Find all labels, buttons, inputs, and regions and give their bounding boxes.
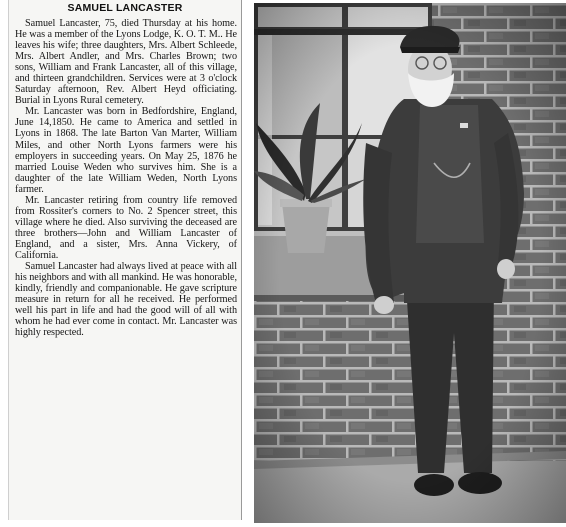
obituary-clipping <box>8 0 242 520</box>
portrait-photo <box>254 3 566 523</box>
obituary-paragraph-4: Samuel Lancaster had always lived at peace with all his neighbors and with all mankind. He was honorable, kindly, friendly and companionable. He gave scripture measure in return for all he received. He performed well his part in life and had the good will of all with whom he had ever come in contact. Mr. Lancaster was highly respected. <box>15 261 237 339</box>
obituary-title: SAMUEL LANCASTER <box>67 2 183 14</box>
obituary-paragraph-1: Samuel Lancaster, 75, died Thursday at his home. He was a member of the Lyons Lodge, K. O. T. M.. He leaves his wife; three daughters, Mrs. Albert Schleede, Mrs. Albert Andler, and Mrs. Charles Brown; two sons, William and Frank Lancaster, all of this village, and thirteen grandchildren. Services were at 3 o'clock Saturday afternoon, Rev. Albert Heyd officiating. Burial in Lyons Rural cemetery. <box>15 18 237 107</box>
obituary-paragraph-3: Mr. Lancaster retiring from country life removed from Rossiter's corners to No. 2 Spencer street, this village where he died. Also surviving the deceased are three brothers—John and William Lancaster of England, and a sister, Mrs. Anna Vickery, of California. <box>15 194 237 261</box>
obituary-paragraph-2: Mr. Lancaster was born in Bedfordshire, England, June 14,1850. He came to America and settled in Lyons in 1868. The late Barton Van Marter, William Miles, and other North Lyons farmers were his employers in succeeding years. On May 25, 1876 he married Louise Weden who survives him. She is a daughter of the late William Weden, North Lyons farmer. <box>15 106 237 195</box>
